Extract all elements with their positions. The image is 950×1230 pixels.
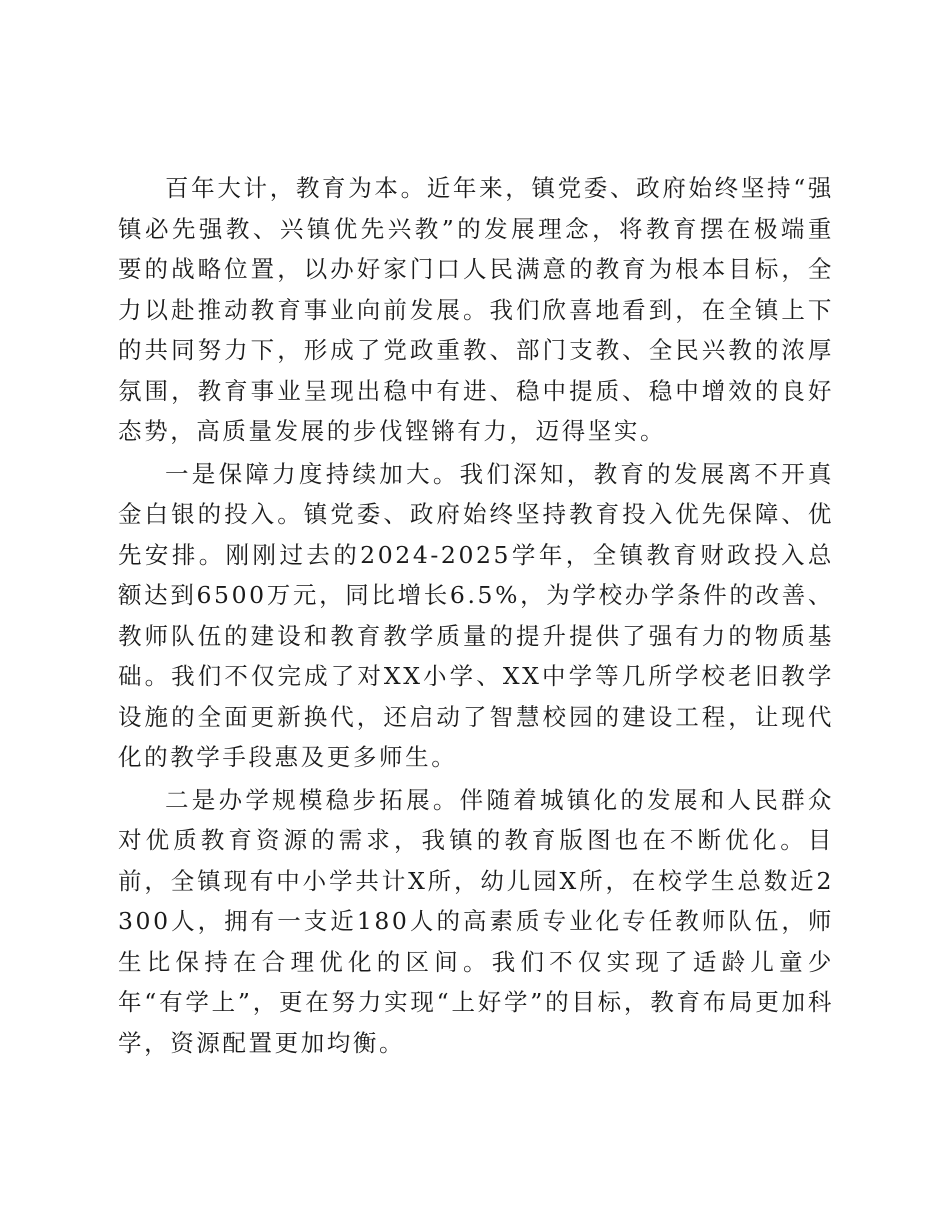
paragraph-funding: 一是保障力度持续加大。我们深知，教育的发展离不开真金白银的投入。镇党委、政府始终坚持教育投入优先保障、优先安排。刚刚过去的2024-2025学年，全镇教育财政投入总额达到6500万元，同比增长6.5%，为学校办学条件的改善、教师队伍的建设和教育教学质量的提升提供了强有力的物质基础。我们不仅完成了对XX小学、XX中学等几所学校老旧教学设施的全面更新换代，还启动了智慧校园的建设工程，让现代化的教学手段惠及更多师生。 xyxy=(118,459,834,771)
paragraph-scale: 二是办学规模稳步拓展。伴随着城镇化的发展和人民群众对优质教育资源的需求，我镇的教育版图也在不断优化。目前，全镇现有中小学共计X所，幼儿园X所，在校学生总数近2300人，拥有一支近180人的高素质专业化专任教师队伍，师生比保持在合理优化的区间。我们不仅实现了适龄儿童少年“有学上”，更在努力实现“上好学”的目标，教育布局更加科学，资源配置更加均衡。 xyxy=(118,785,834,1057)
document-body xyxy=(118,168,834,1065)
paragraph-intro: 百年大计，教育为本。近年来，镇党委、政府始终坚持“强镇必先强教、兴镇优先兴教”的发展理念，将教育摆在极端重要的战略位置，以办好家门口人民满意的教育为根本目标，全力以赴推动教育事业向前发展。我们欣喜地看到，在全镇上下的共同努力下，形成了党政重教、部门支教、全民兴教的浓厚氛围，教育事业呈现出稳中有进、稳中提质、稳中增效的良好态势，高质量发展的步伐铿锵有力，迈得坚实。 xyxy=(118,174,834,445)
